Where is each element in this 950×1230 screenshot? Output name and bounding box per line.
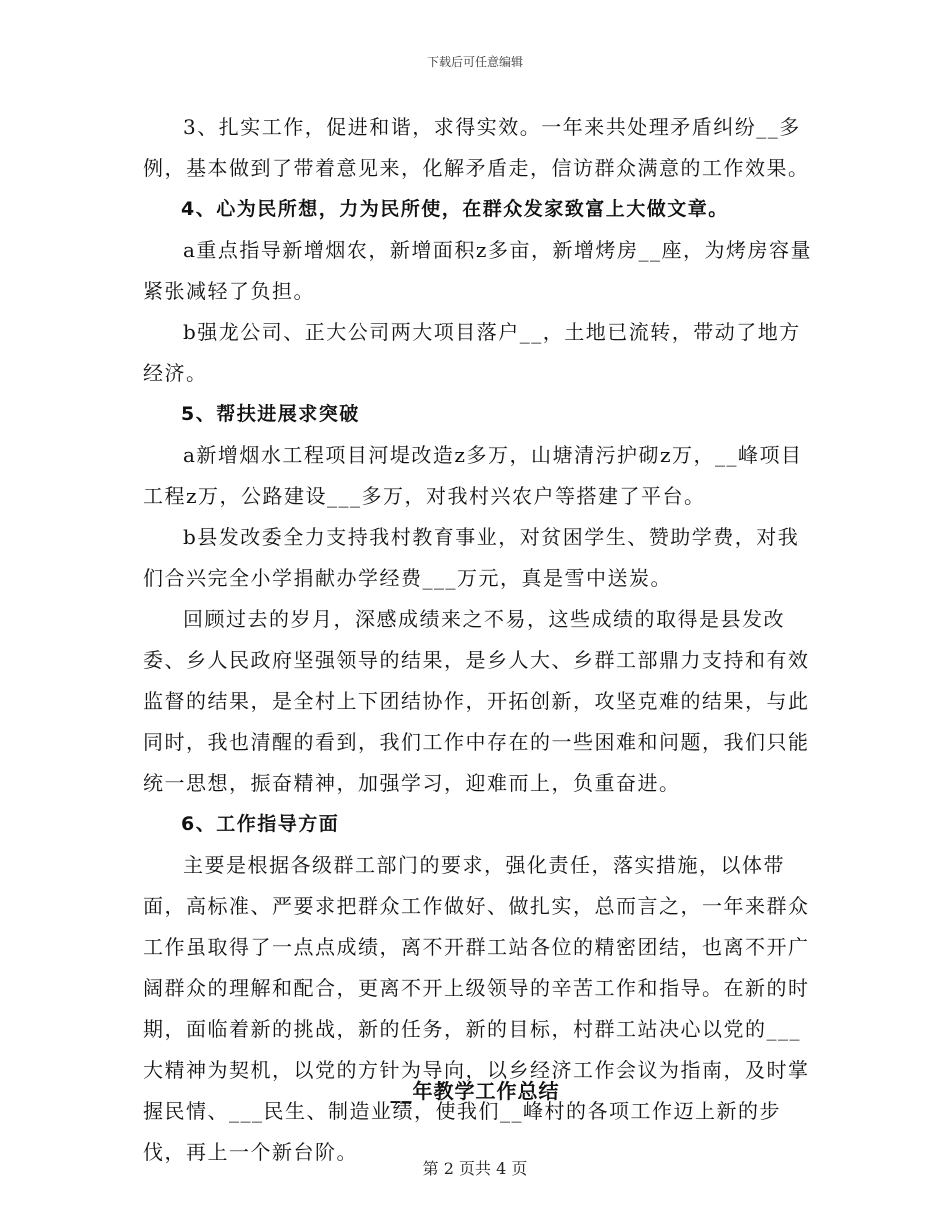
section-heading: 6、工作指导方面 [181, 813, 340, 835]
paragraph: 回顾过去的岁月，深感成绩来之不易，这些成绩的取得是县发改委、乡人民政府坚强领导的结果，是乡人大、乡群工部鼎力支持和有效监督的结果，是全村上下团结协作，开拓创新，攻坚克难的结果，与此同时，我也清醒的看到，我们工作中存在的一些困难和问题，我们只能统一思想，振奋精神，加强学习，迎难而上，负重奋进。 [143, 607, 810, 795]
document-body [143, 107, 813, 1173]
paragraph: b县发改委全力支持我村教育事业，对贫困学生、赞助学费，对我们合兴完全小学捐献办学经费___万元，真是雪中送炭。 [143, 525, 800, 590]
paragraph: 3、扎实工作，促进和谐，求得实效。一年来共处理矛盾纠纷__多例，基本做到了带着意见来，化解矛盾走，信访群众满意的工作效果。 [143, 115, 810, 180]
section-heading: 4、心为民所想，力为民所使，在群众发家致富上大做文章。 [181, 198, 729, 220]
paragraph: b强龙公司、正大公司两大项目落户__，土地已流转，带动了地方经济。 [143, 320, 801, 385]
page-number: 第 2 页共 4 页 [422, 1159, 528, 1178]
section-heading: 5、帮扶进展求突破 [181, 403, 360, 425]
paragraph: a重点指导新增烟农，新增面积z多亩，新增烤房__座，为烤房容量紧张减轻了负担。 [143, 238, 812, 303]
next-document-title: __年教学工作总结 [390, 1079, 560, 1103]
paragraph: 主要是根据各级群工部门的要求，强化责任，落实措施，以体带面，高标准、严要求把群众工作做好、做扎实，总而言之，一年来群众工作虽取得了一点点成绩，离不开群工站各位的精密团结，也离不开广阔群众的理解和配合，更离不开上级领导的辛苦工作和指导。在新的时期，面临着新的挑战，新的任务，新的目标，村群工站决心以党的___大精神为契机，以党的方针为导向，以乡经济工作会议为指南，及时掌握民情、___民生、制造业绩，使我们__峰村的各项工作迈上新的步伐，再上一个新台阶。 [143, 853, 810, 1164]
paragraph: a新增烟水工程项目河堤改造z多万，山塘清污护砌z万，__峰项目工程z万，公路建设___多万，对我村兴农户等搭建了平台。 [143, 443, 803, 508]
page-header-note: 下载后可任意编辑 [426, 55, 523, 69]
